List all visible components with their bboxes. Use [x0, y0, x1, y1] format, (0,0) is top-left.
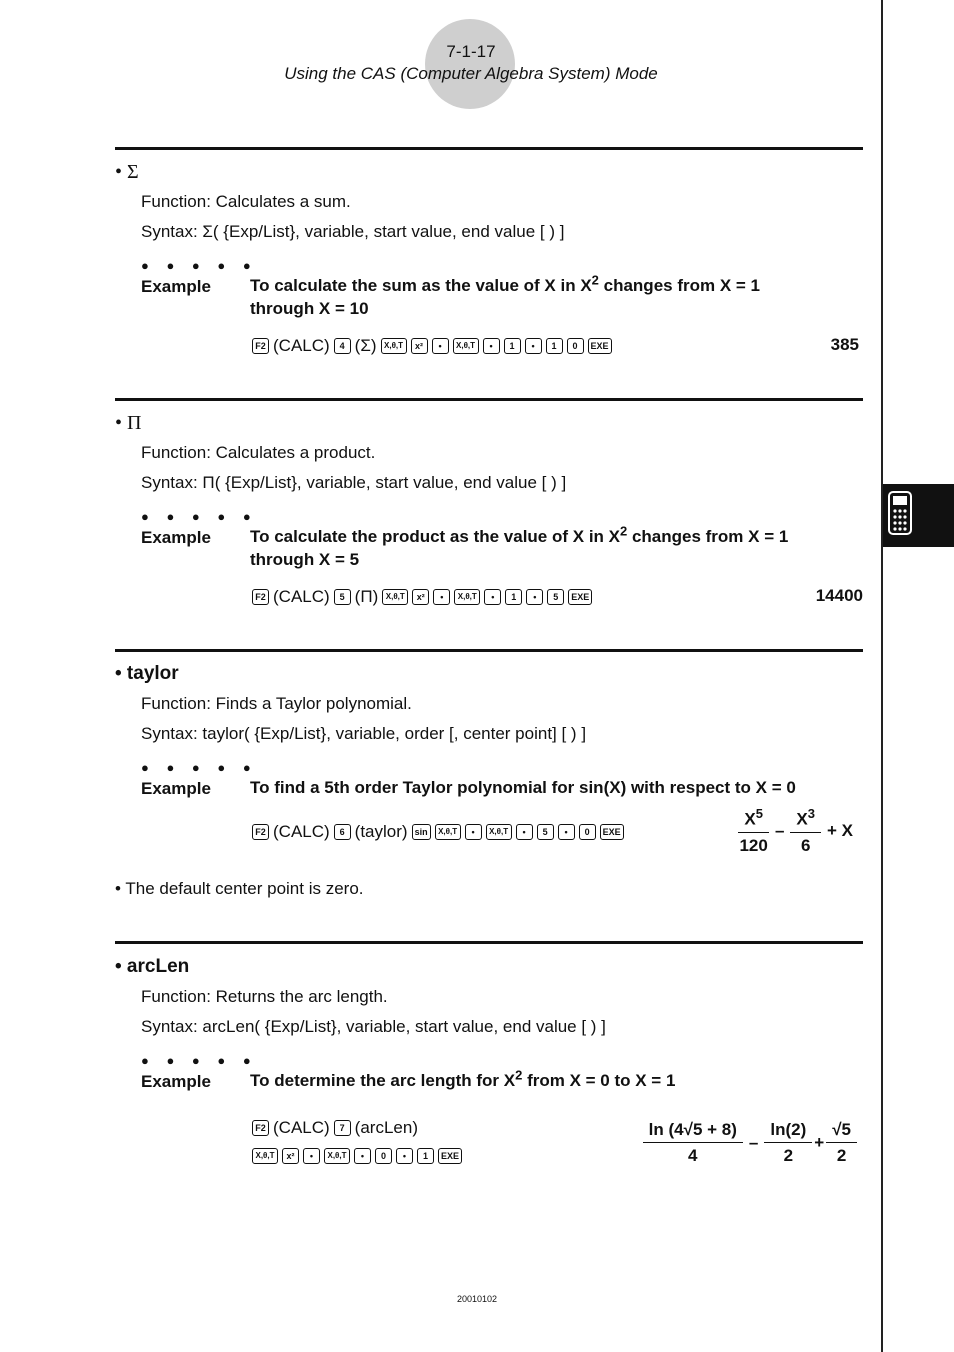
syntax-text: Syntax: Σ( {Exp/List}, variable, start value, end value [ ) ]: [141, 222, 565, 241]
fraction: [826, 1120, 857, 1166]
num-exponent: 5: [755, 806, 763, 821]
comma-key: •: [525, 338, 542, 354]
example-text: [250, 274, 760, 320]
section-title-arclen: • arcLen: [115, 956, 190, 977]
page-number: 7-1-17: [446, 42, 496, 61]
denominator: 2: [836, 1146, 847, 1165]
example-text-part: changes from X = 1: [598, 276, 760, 295]
page-edge-rule: [881, 0, 883, 1352]
numerator: ln (4√5 + 8): [643, 1120, 743, 1143]
exe-key: EXE: [600, 824, 624, 840]
section-rule: [115, 147, 863, 150]
example-label: Example: [141, 528, 211, 547]
function-text: Function: Calculates a product.: [141, 443, 376, 462]
section-title-product: • Π: [115, 412, 142, 434]
key-sequence: [252, 336, 612, 356]
page-title: Using the CAS (Computer Algebra System) Mode: [284, 64, 658, 83]
xthetat-key: X,θ,T: [454, 589, 480, 605]
section-rule: [115, 649, 863, 652]
digit-key: 6: [334, 824, 351, 840]
section-title-sum: • Σ: [115, 161, 139, 183]
digit-key: 1: [505, 589, 522, 605]
comma-key: •: [516, 824, 533, 840]
f2-key: F2: [252, 1120, 269, 1136]
num-base: X: [796, 809, 808, 829]
calculator-icon: [883, 484, 954, 547]
chapter-tab: [883, 484, 954, 547]
result-value: 385: [830, 335, 859, 354]
digit-key: 1: [546, 338, 563, 354]
function-text: Function: Calculates a sum.: [141, 192, 351, 211]
denominator: 4: [688, 1146, 698, 1165]
xthetat-key: X,θ,T: [382, 589, 408, 605]
xthetat-key: X,θ,T: [435, 824, 461, 840]
key-caption: (CALC): [273, 822, 330, 841]
square-key: x²: [412, 589, 429, 605]
comma-key: •: [354, 1148, 371, 1164]
example-text-part: To calculate the sum as the value of X in X: [250, 276, 592, 295]
numerator: √5: [826, 1120, 857, 1143]
digit-key: 0: [579, 824, 596, 840]
example-text-part: through X = 5: [250, 550, 360, 569]
example-dots: ● ● ● ● ●: [141, 760, 258, 775]
digit-key: 5: [334, 589, 351, 605]
key-caption: (Π): [354, 587, 379, 606]
key-caption: (taylor): [354, 822, 408, 841]
syntax-text: Syntax: taylor( {Exp/List}, variable, order [, center point] [ ) ]: [141, 724, 587, 743]
example-text: [250, 1069, 675, 1092]
note-text: • The default center point is zero.: [115, 879, 364, 898]
comma-key: •: [433, 589, 450, 605]
denominator: 2: [783, 1146, 794, 1165]
function-text: Function: Returns the arc length.: [141, 987, 388, 1006]
result-value: 14400: [815, 586, 863, 605]
comma-key: •: [396, 1148, 413, 1164]
example-text-part: through X = 10: [250, 299, 369, 318]
digit-key: 5: [547, 589, 564, 605]
key-caption: (Σ): [354, 336, 377, 355]
example-label: Example: [141, 277, 211, 296]
square-key: x²: [411, 338, 428, 354]
example-text-part: To calculate the product as the value of X in X: [250, 527, 620, 546]
example-text: [250, 525, 788, 571]
example-dots: ● ● ● ● ●: [141, 258, 258, 273]
xthetat-key: X,θ,T: [381, 338, 407, 354]
comma-key: •: [526, 589, 543, 605]
numerator: [738, 806, 769, 833]
syntax-text: Syntax: Π( {Exp/List}, variable, start value, end value [ ) ]: [141, 473, 567, 492]
key-caption: (CALC): [273, 336, 330, 355]
comma-key: •: [432, 338, 449, 354]
key-caption: (CALC): [273, 1118, 330, 1137]
result-expression: [643, 1120, 857, 1166]
key-caption: (arcLen): [354, 1118, 418, 1137]
key-sequence: [252, 1148, 462, 1164]
example-dots: ● ● ● ● ●: [141, 509, 258, 524]
square-key: x²: [282, 1148, 299, 1164]
key-sequence: [252, 822, 624, 842]
section-rule: [115, 941, 863, 944]
numerator: ln(2): [764, 1120, 812, 1143]
example-text-part: To determine the arc length for X: [250, 1071, 516, 1090]
digit-key: 5: [537, 824, 554, 840]
operator: +: [814, 1133, 825, 1152]
operator: –: [774, 820, 785, 840]
xthetat-key: X,θ,T: [486, 824, 512, 840]
num-base: X: [744, 809, 756, 829]
key-caption: (CALC): [273, 587, 330, 606]
exe-key: EXE: [438, 1148, 462, 1164]
digit-key: 0: [375, 1148, 392, 1164]
example-text-part: from X = 0 to X = 1: [522, 1071, 676, 1090]
example-label: Example: [141, 1072, 211, 1091]
f2-key: F2: [252, 824, 269, 840]
example-text-part: changes from X = 1: [627, 527, 789, 546]
exe-key: EXE: [588, 338, 612, 354]
xthetat-key: X,θ,T: [324, 1148, 350, 1164]
numerator: [790, 806, 821, 833]
example-text: To find a 5th order Taylor polynomial for sin(X) with respect to X = 0: [250, 778, 796, 797]
digit-key: 1: [417, 1148, 434, 1164]
f2-key: F2: [252, 589, 269, 605]
comma-key: •: [558, 824, 575, 840]
syntax-text: Syntax: arcLen( {Exp/List}, variable, start value, end value [ ) ]: [141, 1017, 606, 1036]
function-text: Function: Finds a Taylor polynomial.: [141, 694, 412, 713]
tail-term: + X: [827, 820, 853, 840]
result-expression: [738, 806, 859, 856]
f2-key: F2: [252, 338, 269, 354]
denominator: 6: [800, 835, 811, 855]
num-exponent: 3: [807, 806, 815, 821]
xthetat-key: X,θ,T: [453, 338, 479, 354]
fraction: [790, 806, 821, 856]
xthetat-key: X,θ,T: [252, 1148, 278, 1164]
comma-key: •: [303, 1148, 320, 1164]
superscript: 2: [515, 1067, 523, 1083]
fraction: [738, 806, 769, 856]
example-dots: ● ● ● ● ●: [141, 1053, 258, 1068]
section-title-taylor: • taylor: [115, 663, 179, 684]
comma-key: •: [465, 824, 482, 840]
digit-key: 4: [334, 338, 351, 354]
superscript: 2: [591, 272, 599, 288]
comma-key: •: [483, 338, 500, 354]
superscript: 2: [619, 523, 628, 539]
exe-key: EXE: [568, 589, 592, 605]
denominator: 120: [739, 835, 768, 855]
digit-key: 0: [567, 338, 584, 354]
fraction: [643, 1120, 743, 1166]
key-sequence: [252, 587, 592, 607]
key-sequence: [252, 1118, 418, 1138]
digit-key: 7: [334, 1120, 351, 1136]
footer-code: 20010102: [456, 1294, 498, 1304]
operator: –: [748, 1133, 759, 1152]
section-rule: [115, 398, 863, 401]
digit-key: 1: [504, 338, 521, 354]
example-label: Example: [141, 779, 211, 798]
fraction: [764, 1120, 812, 1166]
sin-key: sin: [412, 824, 431, 840]
comma-key: •: [484, 589, 501, 605]
